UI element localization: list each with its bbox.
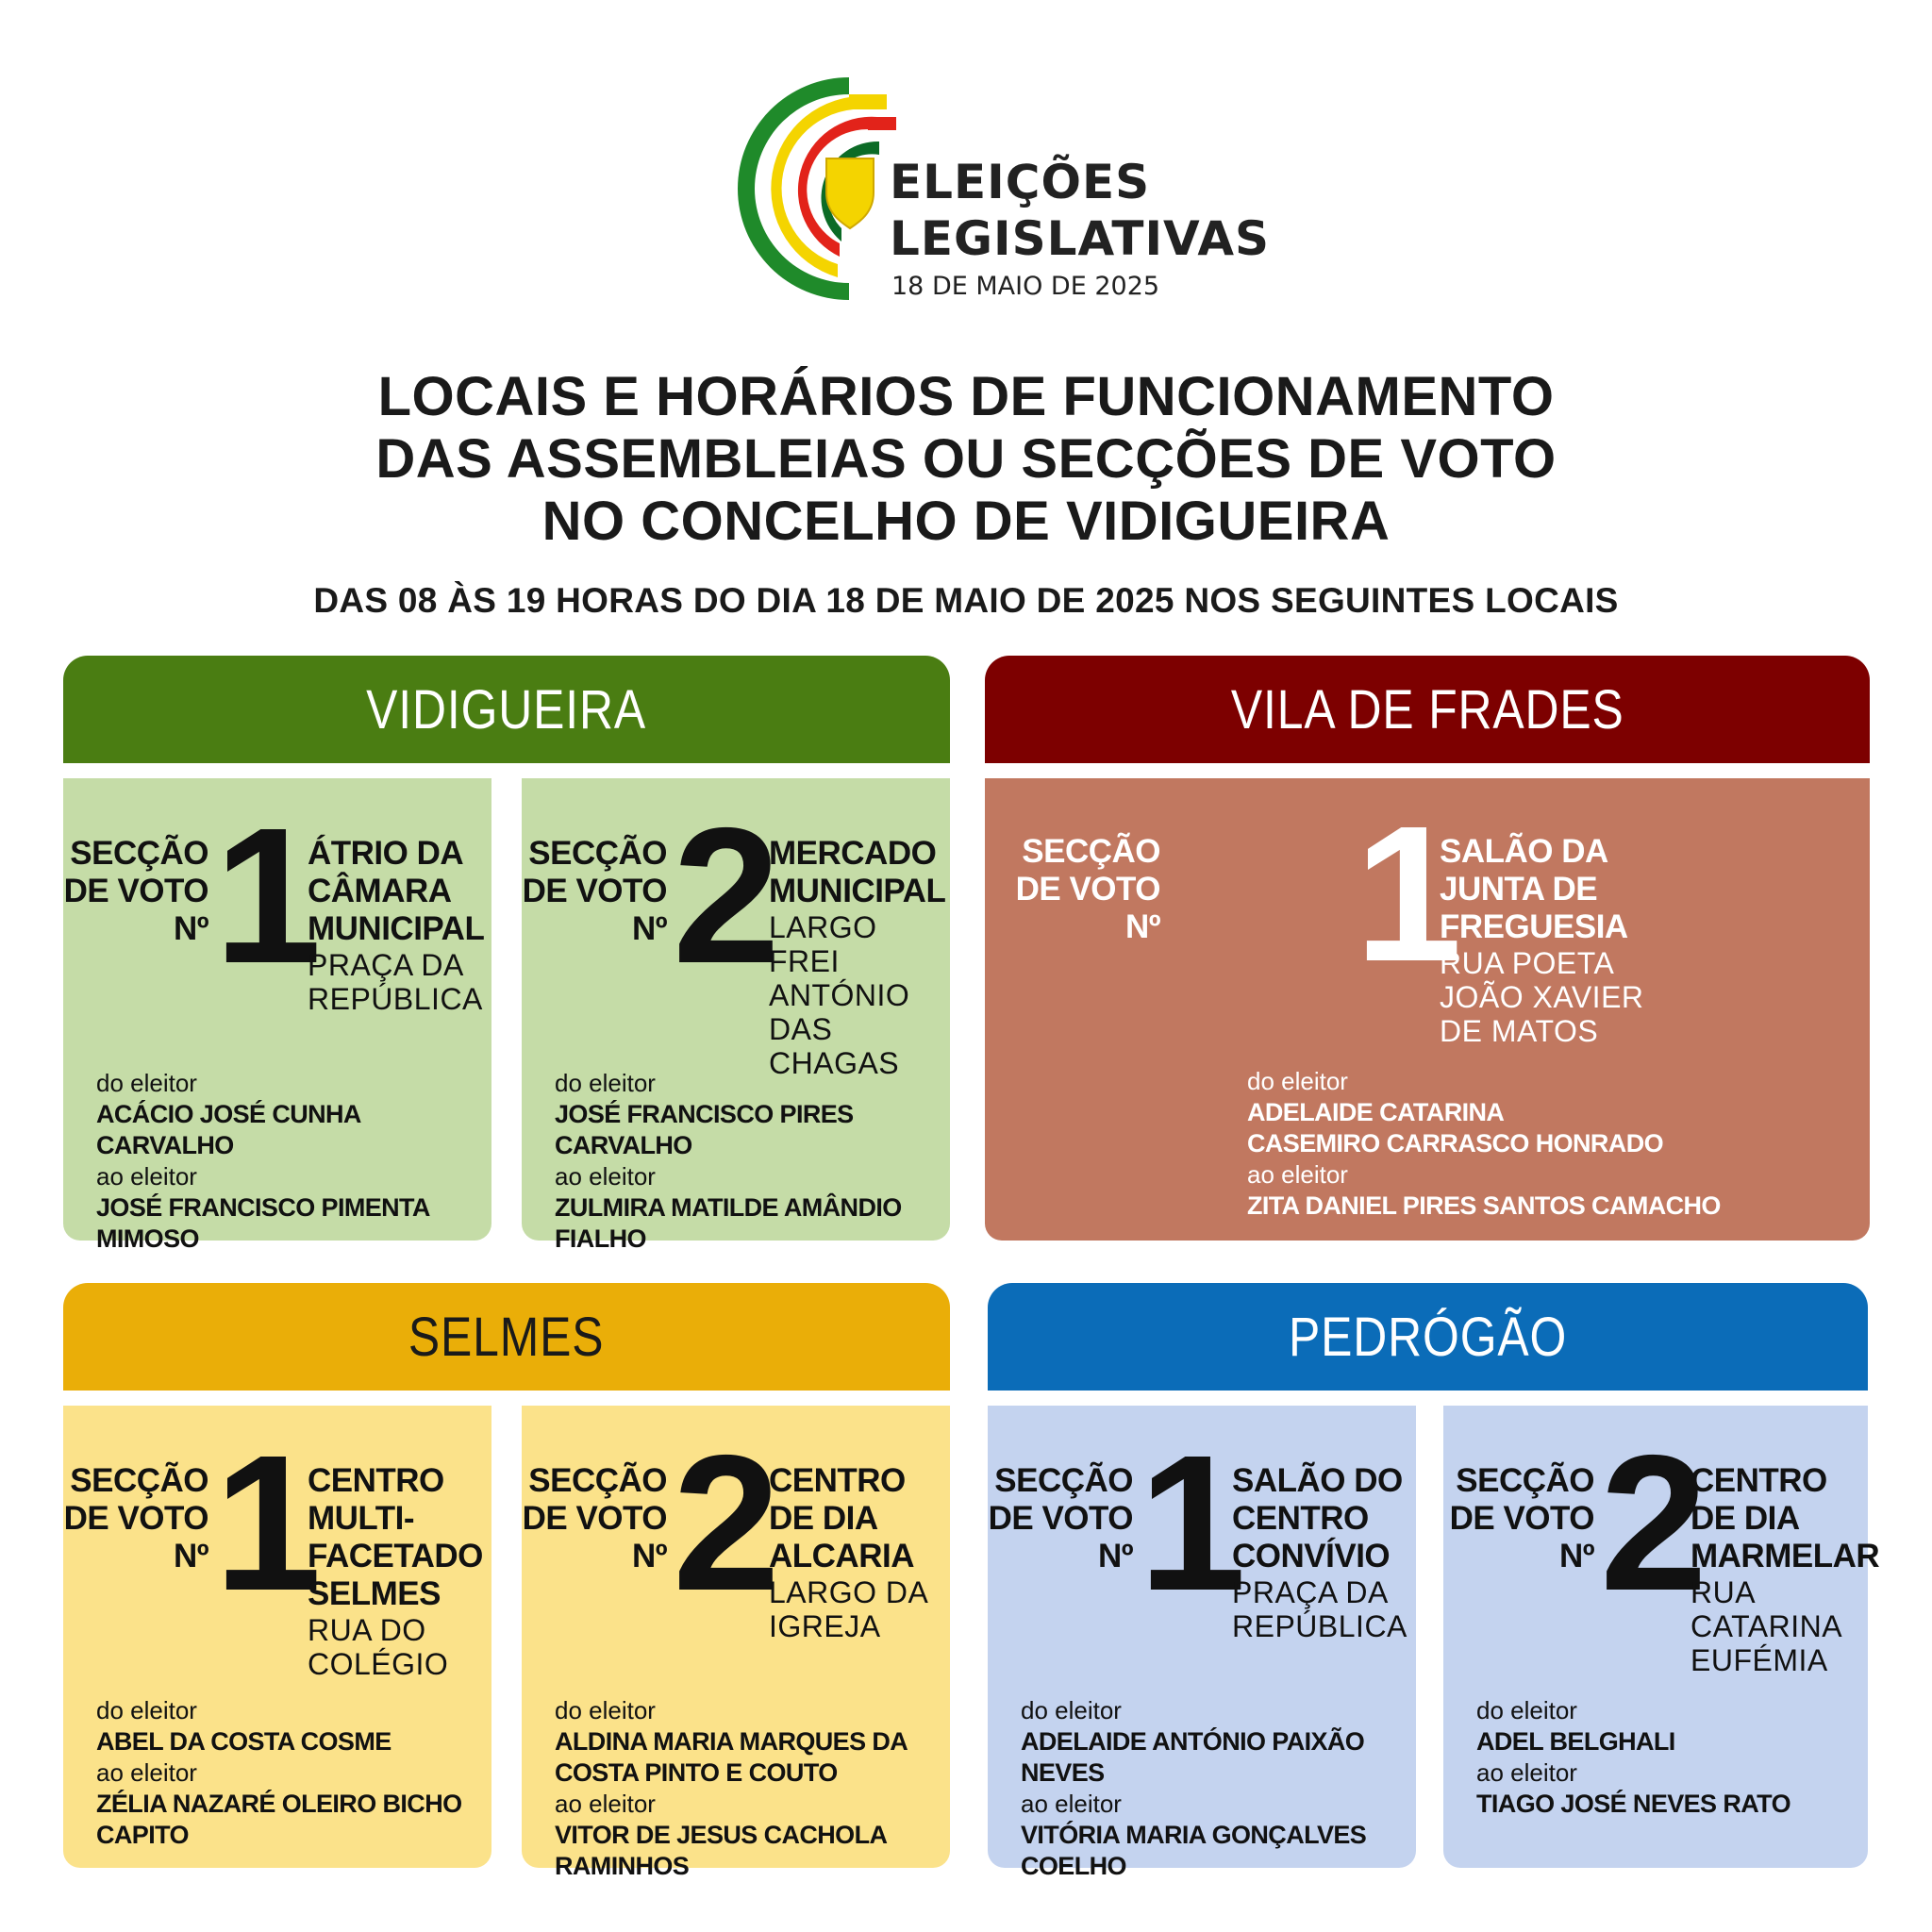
to-voter-label: ao eleitor [555, 1162, 656, 1191]
venue-line: MULTI- [308, 1500, 414, 1537]
venue-line: ALCARIA [769, 1538, 914, 1574]
address-line: REPÚBLICA [308, 982, 483, 1016]
venue [1690, 1462, 1879, 1677]
page-subtitle: DAS 08 ÀS 19 HORAS DO DIA 18 DE MAIO DE 2025 NOS SEGUINTES LOCAIS [313, 581, 1619, 620]
section-number: 1 [1139, 1415, 1240, 1631]
venue-line: FACETADO [308, 1538, 483, 1574]
from-voter-name: ALDINA MARIA MARQUES DA [555, 1727, 908, 1756]
from-voter-label: do eleitor [1021, 1696, 1122, 1724]
section-label-line2: DE VOTO [63, 1500, 208, 1537]
venue-line: CONVÍVIO [1232, 1538, 1391, 1574]
section-number: 2 [1600, 1415, 1701, 1631]
section-label-line2: DE VOTO [988, 1500, 1133, 1537]
address-line: ANTÓNIO DAS [769, 978, 910, 1046]
title-line2: DAS ASSEMBLEIAS OU SECÇÕES DE VOTO [375, 428, 1557, 490]
from-voter-name: CASEMIRO CARRASCO HONRADO [1247, 1129, 1664, 1158]
section-label-line2: DE VOTO [1449, 1500, 1594, 1537]
venue [769, 835, 950, 1080]
section-label [1016, 833, 1160, 946]
section-label-line2: DE VOTO [522, 873, 667, 909]
section-label-line2: DE VOTO [522, 1500, 667, 1537]
venue-line: SELMES [308, 1575, 441, 1612]
from-voter-label: do eleitor [1476, 1696, 1577, 1724]
venue-line: CENTRO [308, 1462, 444, 1499]
region-header-vila-de-frades [985, 656, 1870, 763]
from-voter-label: do eleitor [96, 1696, 197, 1724]
section-label-line1: SECÇÃO [994, 1462, 1133, 1499]
venue-line: MARMELAR [1690, 1538, 1880, 1574]
venue-line: MERCADO [769, 835, 937, 872]
to-voter-name: VITÓRIA MARIA GONÇALVES COELHO [1021, 1821, 1367, 1880]
section-label [989, 1462, 1133, 1575]
venue [308, 835, 484, 1016]
voter-range [555, 1695, 950, 1882]
from-voter-label: do eleitor [555, 1069, 656, 1097]
page-title [0, 366, 1932, 553]
venue-line: JUNTA DE [1440, 871, 1598, 908]
from-voter-name: ABEL DA COSTA COSME [96, 1727, 391, 1756]
from-voter-name: COSTA PINTO E COUTO [555, 1758, 838, 1787]
venue [1440, 833, 1644, 1048]
venue-line: MUNICIPAL [769, 873, 946, 909]
section-label-line1: SECÇÃO [70, 1462, 208, 1499]
region-header-pedrogao [988, 1283, 1868, 1391]
to-voter-label: ao eleitor [96, 1758, 197, 1787]
section-card-pedrogao-1 [988, 1406, 1416, 1880]
region-name: VILA DE FRADES [1230, 678, 1624, 741]
section-number: 1 [214, 788, 315, 1004]
section-label [523, 1462, 667, 1575]
section-label-line1: SECÇÃO [1456, 1462, 1594, 1499]
section-label-line3: Nº [631, 910, 667, 947]
to-voter-name: TIAGO JOSÉ NEVES RATO [1476, 1790, 1790, 1818]
to-voter-name: JOSÉ FRANCISCO PIMENTA MIMOSO [96, 1193, 429, 1253]
region-header-selmes [63, 1283, 950, 1391]
from-voter-label: do eleitor [555, 1696, 656, 1724]
section-label-line3: Nº [1124, 908, 1160, 945]
section-label-line2: DE VOTO [1015, 871, 1160, 908]
venue-line: DE DIA [1690, 1500, 1800, 1537]
address-line: DE MATOS [1440, 1014, 1599, 1048]
section-label [1450, 1462, 1594, 1575]
voter-range [1476, 1695, 1790, 1820]
address-line: RUA DO [308, 1613, 426, 1647]
address-line: JOÃO XAVIER [1440, 980, 1644, 1014]
address-line: REPÚBLICA [1232, 1609, 1407, 1643]
address-line: CHAGAS [769, 1046, 900, 1080]
address-line: COLÉGIO [308, 1647, 449, 1681]
venue-line: CENTRO [769, 1462, 906, 1499]
address-line: LARGO FREI [769, 910, 877, 978]
to-voter-label: ao eleitor [1021, 1790, 1122, 1818]
section-label-line3: Nº [631, 1538, 667, 1574]
section-label-line1: SECÇÃO [1022, 833, 1160, 870]
section-number: 2 [673, 788, 774, 1004]
to-voter-label: ao eleitor [96, 1162, 197, 1191]
address-line: IGREJA [769, 1609, 881, 1643]
voter-range [1021, 1695, 1416, 1882]
to-voter-label: ao eleitor [1247, 1160, 1348, 1189]
from-voter-name: JOSÉ FRANCISCO PIRES CARVALHO [555, 1100, 854, 1159]
from-voter-name: ACÁCIO JOSÉ CUNHA CARVALHO [96, 1100, 360, 1159]
voter-range [1247, 1066, 1721, 1222]
section-label [64, 1462, 208, 1575]
address-line: PRAÇA DA [308, 948, 464, 982]
logo-title-line2: LEGISLATIVAS [890, 211, 1271, 266]
title-line3: NO CONCELHO DE VIDIGUEIRA [541, 491, 1391, 552]
venue-line: CENTRO [1232, 1500, 1369, 1537]
section-label-line3: Nº [173, 1538, 208, 1574]
section-number: 1 [214, 1415, 315, 1631]
election-logo [736, 75, 1271, 307]
from-voter-label: do eleitor [96, 1069, 197, 1097]
section-label-line1: SECÇÃO [528, 1462, 667, 1499]
venue-line: ÁTRIO DA [308, 835, 464, 872]
address-line: LARGO DA [769, 1575, 929, 1609]
address-line: CATARINA [1690, 1609, 1843, 1643]
section-label [523, 835, 667, 948]
to-voter-name: VITOR DE JESUS CACHOLA RAMINHOS [555, 1821, 887, 1880]
section-number: 2 [673, 1415, 774, 1631]
venue [1232, 1462, 1407, 1643]
from-voter-label: do eleitor [1247, 1067, 1348, 1095]
section-card-selmes-2 [522, 1406, 950, 1880]
venue [769, 1462, 928, 1643]
section-number: 1 [1355, 786, 1456, 1002]
section-card-pedrogao-2 [1443, 1406, 1880, 1868]
section-label-line1: SECÇÃO [528, 835, 667, 872]
region-name: PEDRÓGÃO [1288, 1306, 1568, 1368]
to-voter-name: ZULMIRA MATILDE AMÂNDIO FIALHO [555, 1193, 902, 1253]
venue-line: SALÃO DA [1440, 833, 1608, 870]
section-label-line3: Nº [1558, 1538, 1594, 1574]
title-line1: LOCAIS E HORÁRIOS DE FUNCIONAMENTO [377, 366, 1555, 427]
address-line: PRAÇA DA [1232, 1575, 1389, 1609]
venue-line: DE DIA [769, 1500, 878, 1537]
voter-range [96, 1068, 491, 1255]
voter-range [96, 1695, 491, 1851]
section-card-vila-de-frades-1 [985, 778, 1870, 1241]
to-voter-label: ao eleitor [1476, 1758, 1577, 1787]
to-voter-name: ZÉLIA NAZARÉ OLEIRO BICHO CAPITO [96, 1790, 462, 1849]
venue [308, 1462, 483, 1681]
section-label-line2: DE VOTO [63, 873, 208, 909]
section-label-line3: Nº [173, 910, 208, 947]
from-voter-name: ADEL BELGHALI [1476, 1727, 1675, 1756]
from-voter-name: ADELAIDE CATARINA [1247, 1098, 1505, 1126]
address-line: EUFÉMIA [1690, 1643, 1828, 1677]
to-voter-label: ao eleitor [555, 1790, 656, 1818]
section-label-line3: Nº [1097, 1538, 1133, 1574]
section-card-vidigueira-1 [63, 778, 491, 1253]
venue-line: FREGUESIA [1440, 908, 1628, 945]
venue-line: CÂMARA [308, 873, 452, 909]
section-label-line1: SECÇÃO [70, 835, 208, 872]
election-emblem-icon [736, 75, 896, 307]
venue-line: MUNICIPAL [308, 910, 485, 947]
venue-line: SALÃO DO [1232, 1462, 1403, 1499]
section-label [64, 835, 208, 948]
logo-date: 18 DE MAIO DE 2025 [891, 272, 1160, 301]
section-card-vidigueira-2 [522, 778, 950, 1253]
region-name: SELMES [408, 1306, 605, 1368]
logo-title-line1: ELEIÇÕES [890, 155, 1151, 209]
section-card-selmes-1 [63, 1406, 491, 1868]
from-voter-name: ADELAIDE ANTÓNIO PAIXÃO NEVES [1021, 1727, 1365, 1787]
to-voter-name: ZITA DANIEL PIRES SANTOS CAMACHO [1247, 1191, 1721, 1220]
address-line: RUA POETA [1440, 946, 1615, 980]
region-name: VIDIGUEIRA [366, 678, 647, 741]
address-line: RUA [1690, 1575, 1757, 1609]
venue-line: CENTRO [1690, 1462, 1827, 1499]
region-header-vidigueira [63, 656, 950, 763]
voter-range [555, 1068, 950, 1255]
